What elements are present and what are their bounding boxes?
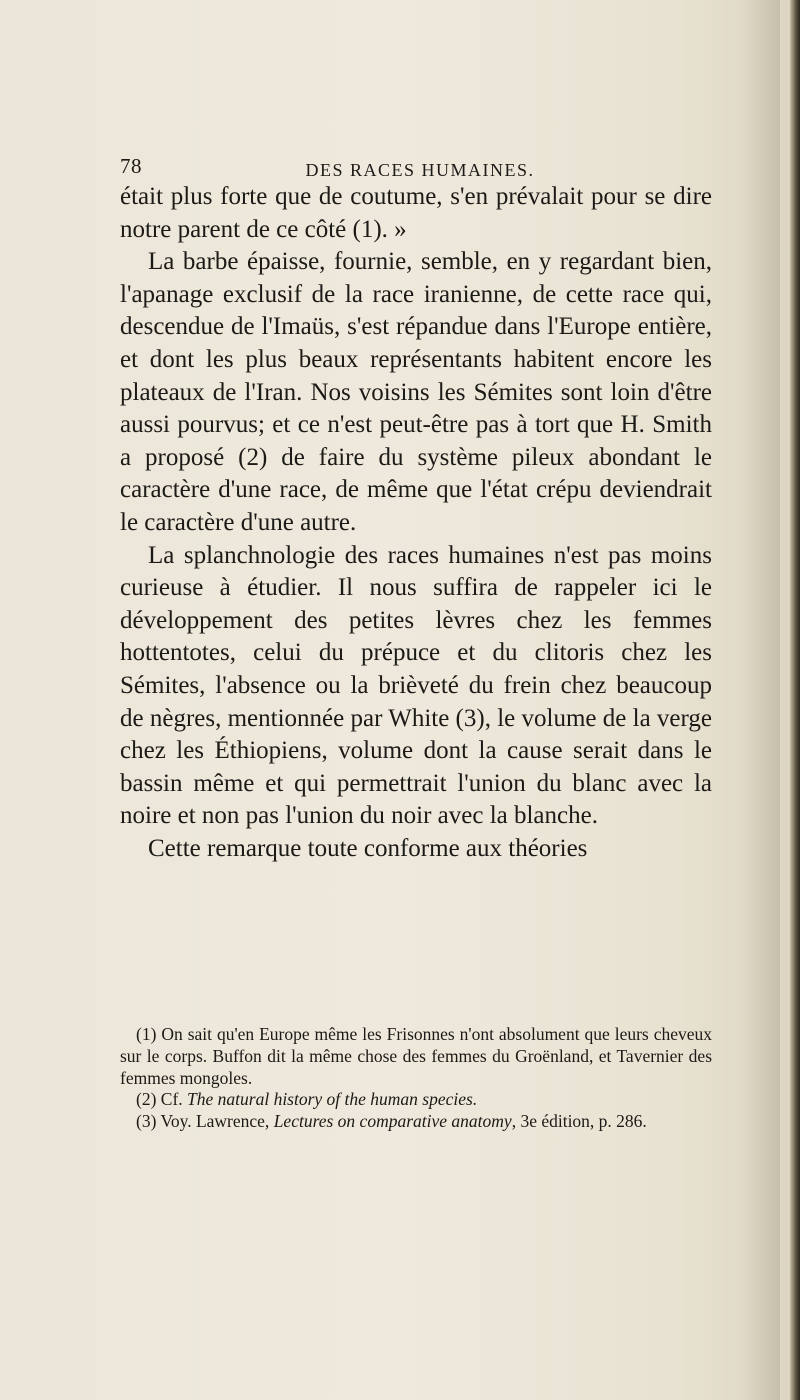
page-edge-shadow (740, 0, 780, 1400)
paragraph-1: était plus forte que de coutume, s'en prévalait pour se dire notre parent de ce côté (1). » (120, 183, 712, 243)
footnote-3-suffix: , 3e édition, p. 286. (511, 1111, 647, 1132)
footnote-1: (1) On sait qu'en Europe même les Frisonnes n'ont absolument que leurs cheveux sur le corps. Buffon dit la même chose des femmes du Groënland, et Tavernier des femmes mongoles. (120, 1024, 712, 1088)
page-number: 78 (120, 154, 142, 178)
footnote-2 (120, 1089, 712, 1111)
footnotes (120, 1024, 712, 1133)
book-spine-edge (790, 0, 800, 1400)
paragraph-3: La splanchnologie des races humaines n'est pas moins curieuse à étudier. Il nous suffira de rappeler ici le développement des petites lèvres chez les femmes hottentotes, celui du prépuce et du clitoris chez les Sémites, l'absence ou la brièveté du frein chez beaucoup de nègres, mentionnée par White (3), le volume de la verge chez les Éthiopiens, volume dont la cause serait dans le bassin même et qui permettrait l'union du blanc avec la noire et non pas l'union du noir avec la blanche. (120, 541, 712, 830)
footnote-2-prefix: (2) Cf. (136, 1089, 188, 1110)
footnote-3 (120, 1111, 712, 1133)
body-text (120, 181, 712, 865)
footnote-2-title: The natural history of the human species. (187, 1089, 478, 1110)
footnote-3-prefix: (3) Voy. Lawrence, (136, 1111, 274, 1132)
running-title: DES RACES HUMAINES. (305, 160, 535, 180)
footnote-3-title: Lectures on comparative anatomy (273, 1111, 512, 1132)
paragraph-4: Cette remarque toute conforme aux théories (148, 834, 588, 862)
paragraph-2: La barbe épaisse, fournie, semble, en y regardant bien, l'apanage exclusif de la race iranienne, de cette race qui, descendue de l'Imaüs, s'est répandue dans l'Europe entière, et dont les plus beaux représentants habitent encore les plateaux de l'Iran. Nos voisins les Sémites sont loin d'être aussi pourvus; et ce n'est peut-être pas à tort que H. Smith a proposé (2) de faire du système pileux abondant le caractère d'une race, de même que l'état crépu deviendrait le caractère d'une autre. (120, 248, 712, 536)
